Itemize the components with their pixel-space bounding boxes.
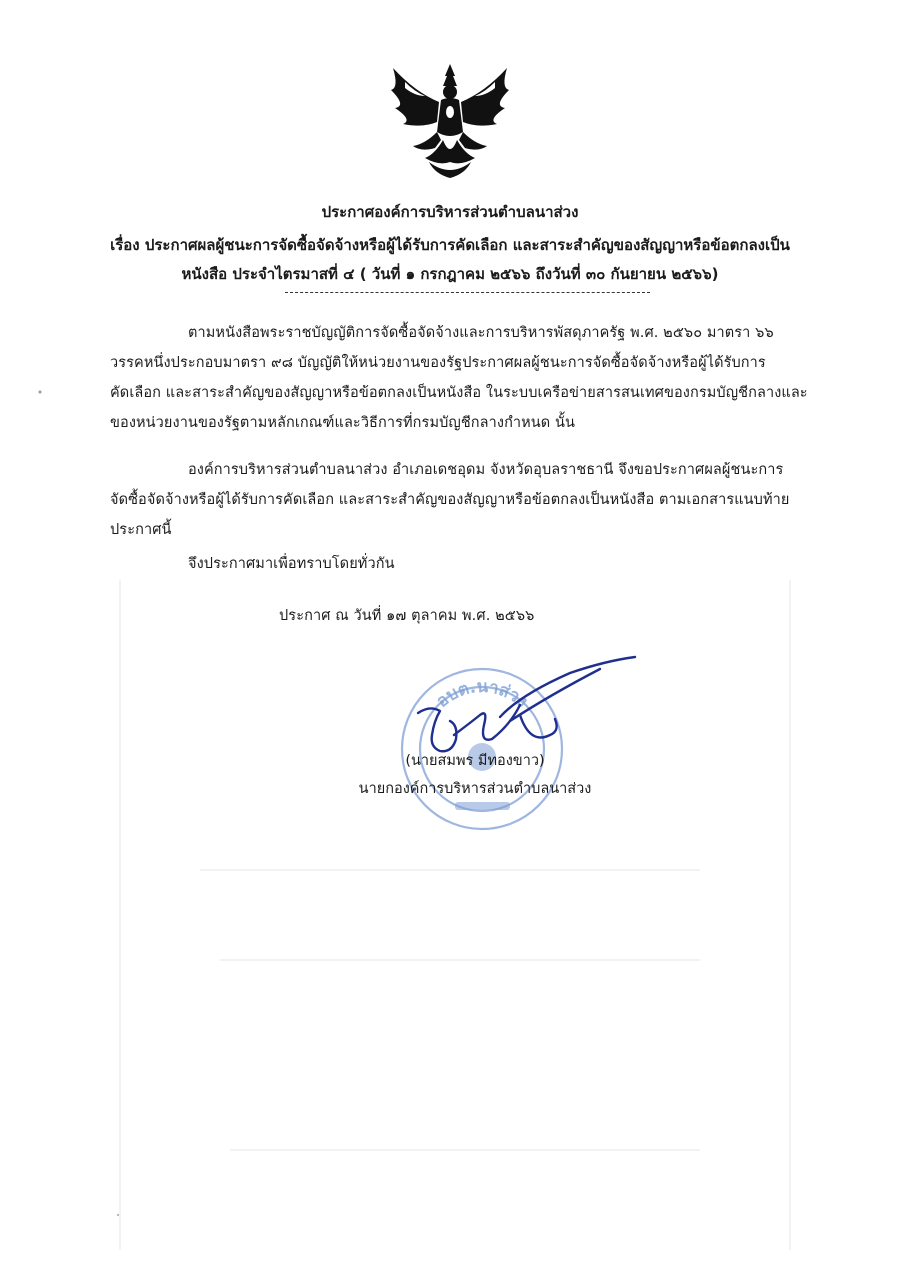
announcement-subject-line-1: เรื่อง ประกาศผลผู้ชนะการจัดซื้อจัดจ้างหรือผู้ได้รับการคัดเลือก และสาระสำคัญของสัญญาหรือข้อตกลงเป็น bbox=[110, 236, 790, 254]
paragraph-2-line-1: องค์การบริหารส่วนตำบลนาส่วง อำเภอเดชอุดม จังหวัดอุบลราชธานี จึงขอประกาศผลผู้ชนะการ bbox=[188, 462, 784, 478]
garuda-emblem-icon bbox=[385, 62, 515, 180]
heading-divider bbox=[285, 292, 650, 293]
announcement-date-line: ประกาศ ณ วันที่ ๑๗ ตุลาคม พ.ศ. ๒๕๖๖ bbox=[279, 608, 535, 624]
paragraph-2-line-2: จัดซื้อจัดจ้างหรือผู้ได้รับการคัดเลือก และสาระสำคัญของสัญญาหรือข้อตกลงเป็นหนังสือ ตามเอกสารแนบท้าย bbox=[110, 492, 790, 508]
signatory-title: นายกองค์การบริหารส่วนตำบลนาส่วง bbox=[358, 781, 592, 797]
paragraph-1-line-4: ของหน่วยงานของรัฐตามหลักเกณฑ์และวิธีการที่กรมบัญชีกลางกำหนด นั้น bbox=[110, 415, 576, 431]
signatory-name: (นายสมพร มีทองขาว) bbox=[405, 753, 545, 769]
announcement-subject-line-2: หนังสือ ประจำไตรมาสที่ ๔ ( วันที่ ๑ กรกฎาคม ๒๕๖๖ ถึงวันที่ ๓๐ กันยายน ๒๕๖๖) bbox=[181, 265, 719, 283]
announcement-organization-title: ประกาศองค์การบริหารส่วนตำบลนาส่วง bbox=[321, 203, 579, 221]
paragraph-1-line-2: วรรคหนึ่งประกอบมาตรา ๙๘ บัญญัติให้หน่วยงานของรัฐประกาศผลผู้ชนะการจัดซื้อจัดจ้างหรือผู้ได้รับการ bbox=[110, 355, 766, 371]
paragraph-2-line-3: ประกาศนี้ bbox=[110, 522, 172, 538]
paragraph-1-line-1: ตามหนังสือพระราชบัญญัติการจัดซื้อจัดจ้างและการบริหารพัสดุภาครัฐ พ.ศ. ๒๕๖๐ มาตรา ๖๖ bbox=[188, 325, 774, 341]
paragraph-1-line-3: คัดเลือก และสาระสำคัญของสัญญาหรือข้อตกลงเป็นหนังสือ ในระบบเครือข่ายสารสนเทศของกรมบัญชีกลางและ bbox=[110, 385, 808, 401]
paragraph-3-closing: จึงประกาศมาเพื่อทราบโดยทั่วกัน bbox=[188, 556, 395, 572]
stamp-text: อบต.นาส่วง bbox=[432, 676, 532, 712]
